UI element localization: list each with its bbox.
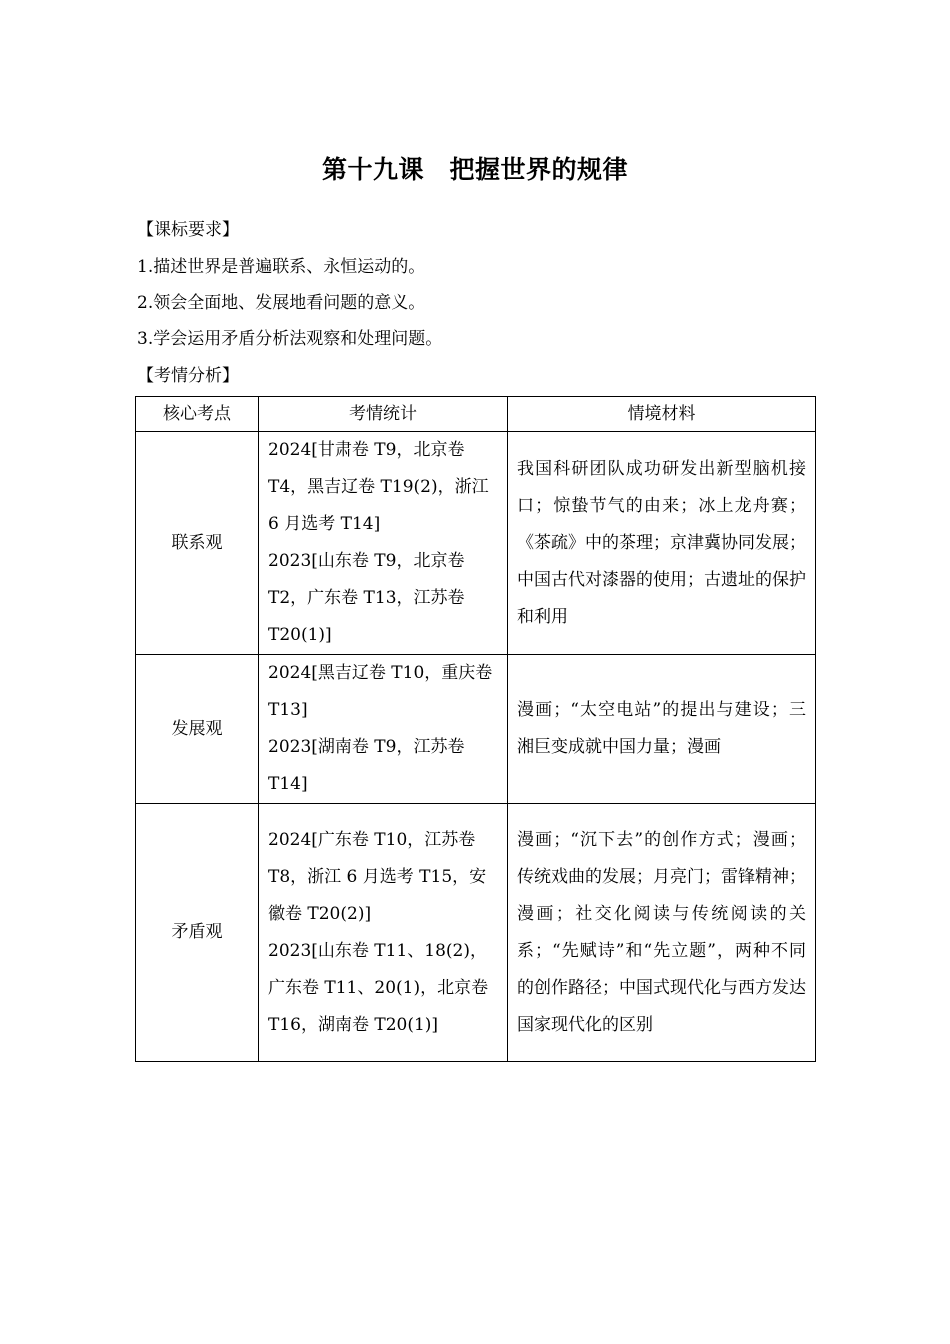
materials-cell [508,655,816,804]
standards-heading: 【课标要求】 [137,220,239,240]
topic-cell: 联系观 [136,432,259,655]
column-header-stats: 考情统计 [259,397,508,432]
topic-cell: 发展观 [136,655,259,804]
stats-line: 2023[山东卷 T11、18(2)，广东卷 T11、20(1)，北京卷 T16，湖南卷 T20(1)] [268,940,489,1035]
stats-line: 2023[湖南卷 T9，江苏卷 T14] [268,737,465,794]
standard-item-1: 1.描述世界是普遍联系、永恒运动的。 [137,257,426,277]
table-row [136,432,816,655]
stats-cell [259,432,508,655]
exam-analysis-table [135,396,816,1062]
topic-cell: 矛盾观 [136,804,259,1062]
standard-item-3: 3.学会运用矛盾分析法观察和处理问题。 [137,329,443,349]
stats-line: 2024[黑吉辽卷 T10，重庆卷 T13] [268,663,493,720]
table-header-row [136,397,816,432]
materials-text: 漫画；“太空电站”的提出与建设；三湘巨变成就中国力量；漫画 [517,700,806,757]
stats-cell [259,655,508,804]
stats-line: 2024[甘肃卷 T9，北京卷 T4，黑吉辽卷 T19(2)，浙江 6 月选考 T14] [268,440,489,534]
column-header-materials: 情境材料 [508,397,816,432]
standard-item-2: 2.领会全面地、发展地看问题的意义。 [137,293,426,313]
materials-text: 漫画；“沉下去”的创作方式；漫画；传统戏曲的发展；月亮门；雷锋精神；漫画；社交化阅读与传统阅读的关系；“先赋诗”和“先立题”，两种不同的创作路径；中国式现代化与西方发达国家现代化的区别 [517,829,806,1035]
table-row [136,804,816,1062]
analysis-heading: 【考情分析】 [137,366,239,386]
stats-cell [259,804,508,1062]
materials-cell [508,804,816,1062]
materials-text: 我国科研团队成功研发出新型脑机接口；惊蛰节气的由来；冰上龙舟赛；《茶疏》中的茶理；京津冀协同发展；中国古代对漆器的使用；古遗址的保护和利用 [517,458,806,627]
column-header-topic: 核心考点 [136,397,259,432]
stats-line: 2023[山东卷 T9，北京卷 T2，广东卷 T13，江苏卷 T20(1)] [268,551,465,645]
table-row [136,655,816,804]
page-title: 第十九课 把握世界的规律 [321,155,628,184]
materials-cell [508,432,816,655]
stats-line: 2024[广东卷 T10，江苏卷 T8，浙江 6 月选考 T15，安徽卷 T20(2)] [268,829,487,924]
